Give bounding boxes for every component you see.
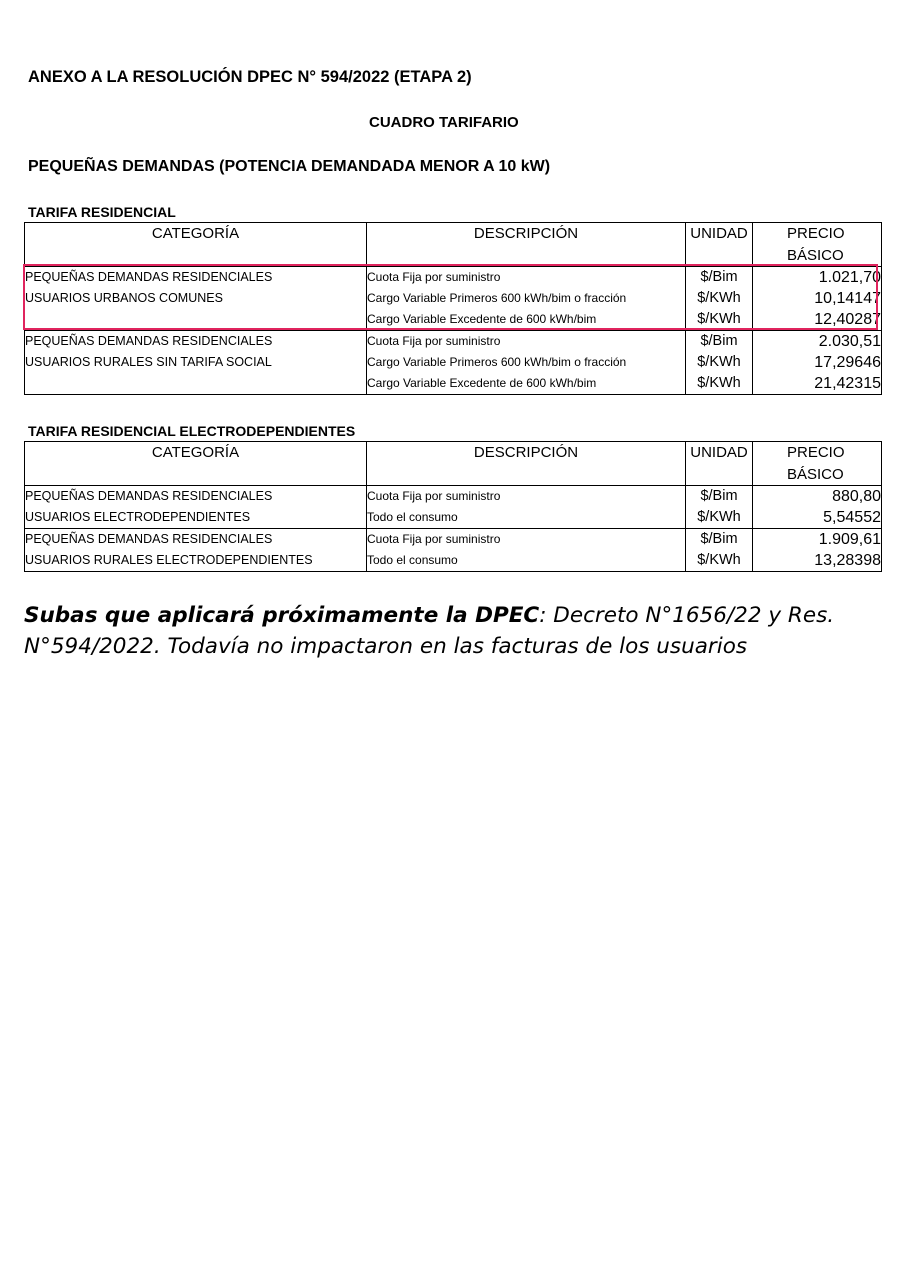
cell-unidad: $/KWh xyxy=(686,309,753,331)
col-header-categoria: CATEGORÍA xyxy=(25,442,367,465)
cell-descripcion: Cuota Fija por suministro xyxy=(367,529,686,551)
col-header-unidad: UNIDAD xyxy=(686,223,753,246)
cell-unidad: $/Bim xyxy=(686,267,753,289)
cell-categoria xyxy=(25,309,367,331)
col-header-precio: PRECIO xyxy=(753,442,882,465)
cuadro-tarifario-heading: CUADRO TARIFARIO xyxy=(369,114,519,131)
cell-unidad: $/KWh xyxy=(686,373,753,395)
table-row xyxy=(25,373,882,395)
cell-descripcion: Todo el consumo xyxy=(367,507,686,529)
cell-precio: 880,80 xyxy=(753,486,882,508)
cell-descripcion: Todo el consumo xyxy=(367,550,686,572)
tarifa-residencial-title: TARIFA RESIDENCIAL xyxy=(28,204,176,220)
cell-precio: 12,40287 xyxy=(753,309,882,331)
cell-unidad: $/Bim xyxy=(686,331,753,353)
cell-categoria: PEQUEÑAS DEMANDAS RESIDENCIALES xyxy=(25,529,367,551)
cell-descripcion: Cargo Variable Primeros 600 kWh/bim o fracción xyxy=(367,288,686,309)
cell-precio: 13,28398 xyxy=(753,550,882,572)
cell-precio: 10,14147 xyxy=(753,288,882,309)
cell-descripcion: Cargo Variable Primeros 600 kWh/bim o fracción xyxy=(367,352,686,373)
table-row xyxy=(25,486,882,508)
col-header-basico: BÁSICO xyxy=(753,464,882,486)
col-header-descripcion: DESCRIPCIÓN xyxy=(367,223,686,246)
tarifa-electrodependientes-title: TARIFA RESIDENCIAL ELECTRODEPENDIENTES xyxy=(28,423,356,439)
cell-unidad: $/Bim xyxy=(686,529,753,551)
annex-heading: ANEXO A LA RESOLUCIÓN DPEC N° 594/2022 (ETAPA 2) xyxy=(28,68,472,86)
cell-precio: 5,54552 xyxy=(753,507,882,529)
col-header-descripcion: DESCRIPCIÓN xyxy=(367,442,686,465)
cell-categoria: USUARIOS RURALES SIN TARIFA SOCIAL xyxy=(25,352,367,373)
cell-unidad: $/Bim xyxy=(686,486,753,508)
cell-precio: 1.021,70 xyxy=(753,267,882,289)
cell-precio: 21,42315 xyxy=(753,373,882,395)
table-header-row xyxy=(25,442,882,465)
table-header-row-2 xyxy=(25,245,882,267)
cell-categoria: USUARIOS URBANOS COMUNES xyxy=(25,288,367,309)
table-row xyxy=(25,507,882,529)
table-row xyxy=(25,309,882,331)
cell-precio: 2.030,51 xyxy=(753,331,882,353)
cell-descripcion: Cuota Fija por suministro xyxy=(367,267,686,289)
cell-descripcion: Cuota Fija por suministro xyxy=(367,486,686,508)
pequenas-demandas-heading: PEQUEÑAS DEMANDAS (POTENCIA DEMANDADA MENOR A 10 kW) xyxy=(28,158,551,175)
caption-bold: Subas que aplicará próximamente la DPEC xyxy=(24,603,540,628)
caption-rest: : Decreto N°1656/22 y Res. N°594/2022. Todavía no impactaron en las facturas de los usuarios xyxy=(24,603,835,659)
cell-categoria: PEQUEÑAS DEMANDAS RESIDENCIALES xyxy=(25,331,367,353)
col-header-categoria: CATEGORÍA xyxy=(25,223,367,246)
cell-categoria: USUARIOS RURALES ELECTRODEPENDIENTES xyxy=(25,550,367,572)
cell-unidad: $/KWh xyxy=(686,507,753,529)
cell-categoria: PEQUEÑAS DEMANDAS RESIDENCIALES xyxy=(25,267,367,289)
cell-descripcion: Cargo Variable Excedente de 600 kWh/bim xyxy=(367,309,686,331)
cell-categoria xyxy=(25,373,367,395)
cell-categoria: PEQUEÑAS DEMANDAS RESIDENCIALES xyxy=(25,486,367,508)
table-row xyxy=(25,352,882,373)
cell-precio: 1.909,61 xyxy=(753,529,882,551)
cell-categoria: USUARIOS ELECTRODEPENDIENTES xyxy=(25,507,367,529)
tarifa-residencial-table xyxy=(24,222,882,395)
cell-unidad: $/KWh xyxy=(686,288,753,309)
tarifa-electrodependientes-table xyxy=(24,441,882,572)
col-header-basico: BÁSICO xyxy=(753,245,882,267)
col-header-unidad: UNIDAD xyxy=(686,442,753,465)
cell-precio: 17,29646 xyxy=(753,352,882,373)
cell-descripcion: Cuota Fija por suministro xyxy=(367,331,686,353)
table-row xyxy=(25,529,882,551)
table-row xyxy=(25,550,882,572)
cell-unidad: $/KWh xyxy=(686,550,753,572)
table-row xyxy=(25,288,882,309)
caption-text xyxy=(24,600,884,662)
table-header-row xyxy=(25,223,882,246)
cell-unidad: $/KWh xyxy=(686,352,753,373)
cell-descripcion: Cargo Variable Excedente de 600 kWh/bim xyxy=(367,373,686,395)
table-row xyxy=(25,331,882,353)
table-header-row-2 xyxy=(25,464,882,486)
table-row xyxy=(25,267,882,289)
col-header-precio: PRECIO xyxy=(753,223,882,246)
